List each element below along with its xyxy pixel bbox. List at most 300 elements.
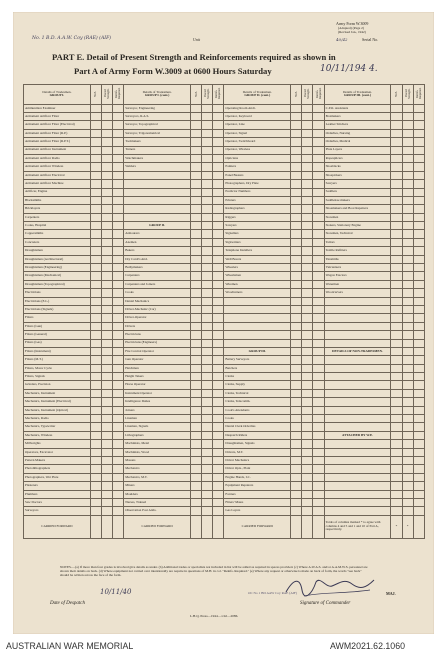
strength-entry-cell[interactable] bbox=[402, 112, 413, 120]
strength-entry-cell[interactable] bbox=[190, 171, 201, 179]
strength-entry-cell[interactable] bbox=[402, 498, 413, 506]
strength-entry-cell[interactable] bbox=[302, 264, 313, 272]
strength-entry-cell[interactable] bbox=[413, 482, 424, 490]
strength-entry-cell[interactable] bbox=[101, 238, 112, 246]
strength-entry-cell[interactable] bbox=[302, 347, 313, 355]
strength-entry-cell[interactable] bbox=[302, 314, 313, 322]
strength-entry-cell[interactable] bbox=[302, 247, 313, 255]
strength-entry-cell[interactable] bbox=[402, 180, 413, 188]
strength-entry-cell[interactable] bbox=[202, 339, 213, 347]
strength-entry-cell[interactable] bbox=[313, 406, 324, 414]
strength-entry-cell[interactable] bbox=[190, 381, 201, 389]
strength-entry-cell[interactable] bbox=[313, 255, 324, 263]
strength-entry-cell[interactable] bbox=[113, 356, 124, 364]
strength-entry-cell[interactable] bbox=[313, 457, 324, 465]
strength-entry-cell[interactable] bbox=[313, 389, 324, 397]
strength-entry-cell[interactable] bbox=[213, 289, 224, 297]
strength-entry-cell[interactable] bbox=[302, 406, 313, 414]
strength-entry-cell[interactable] bbox=[313, 373, 324, 381]
strength-entry-cell[interactable] bbox=[190, 498, 201, 506]
strength-entry-cell[interactable] bbox=[202, 121, 213, 129]
strength-entry-cell[interactable] bbox=[202, 104, 213, 112]
strength-entry-cell[interactable] bbox=[391, 339, 402, 347]
strength-entry-cell[interactable] bbox=[113, 280, 124, 288]
strength-entry-cell[interactable] bbox=[413, 498, 424, 506]
strength-entry-cell[interactable] bbox=[302, 289, 313, 297]
strength-entry-cell[interactable] bbox=[90, 473, 101, 481]
strength-entry-cell[interactable] bbox=[202, 331, 213, 339]
strength-entry-cell[interactable] bbox=[113, 129, 124, 137]
strength-entry-cell[interactable] bbox=[101, 247, 112, 255]
strength-entry-cell[interactable] bbox=[113, 154, 124, 162]
strength-entry-cell[interactable] bbox=[413, 297, 424, 305]
strength-entry-cell[interactable] bbox=[402, 373, 413, 381]
strength-entry-cell[interactable] bbox=[101, 364, 112, 372]
strength-entry-cell[interactable] bbox=[213, 431, 224, 439]
strength-entry-cell[interactable] bbox=[113, 498, 124, 506]
strength-entry-cell[interactable] bbox=[101, 230, 112, 238]
strength-entry-cell[interactable] bbox=[291, 154, 302, 162]
strength-entry-cell[interactable] bbox=[101, 431, 112, 439]
strength-entry-cell[interactable] bbox=[391, 255, 402, 263]
strength-entry-cell[interactable] bbox=[202, 305, 213, 313]
strength-entry-cell[interactable] bbox=[302, 163, 313, 171]
strength-entry-cell[interactable] bbox=[313, 222, 324, 230]
strength-entry-cell[interactable] bbox=[291, 406, 302, 414]
strength-entry-cell[interactable] bbox=[302, 138, 313, 146]
strength-entry-cell[interactable] bbox=[101, 498, 112, 506]
strength-entry-cell[interactable] bbox=[391, 138, 402, 146]
strength-entry-cell[interactable] bbox=[391, 222, 402, 230]
strength-entry-cell[interactable] bbox=[101, 457, 112, 465]
strength-entry-cell[interactable] bbox=[213, 498, 224, 506]
strength-entry-cell[interactable] bbox=[291, 473, 302, 481]
strength-entry-cell[interactable] bbox=[291, 314, 302, 322]
strength-entry-cell[interactable] bbox=[402, 230, 413, 238]
strength-entry-cell[interactable] bbox=[402, 322, 413, 330]
strength-entry-cell[interactable] bbox=[391, 104, 402, 112]
strength-entry-cell[interactable] bbox=[302, 112, 313, 120]
strength-entry-cell[interactable] bbox=[190, 247, 201, 255]
strength-entry-cell[interactable] bbox=[302, 398, 313, 406]
strength-entry-cell[interactable] bbox=[291, 112, 302, 120]
strength-entry-cell[interactable] bbox=[202, 473, 213, 481]
strength-entry-cell[interactable] bbox=[391, 272, 402, 280]
strength-entry-cell[interactable] bbox=[402, 138, 413, 146]
strength-entry-cell[interactable] bbox=[313, 264, 324, 272]
strength-entry-cell[interactable] bbox=[402, 104, 413, 112]
strength-entry-cell[interactable] bbox=[413, 163, 424, 171]
strength-entry-cell[interactable] bbox=[90, 507, 101, 515]
strength-entry-cell[interactable] bbox=[291, 255, 302, 263]
strength-entry-cell[interactable] bbox=[113, 104, 124, 112]
strength-entry-cell[interactable] bbox=[413, 431, 424, 439]
strength-entry-cell[interactable] bbox=[413, 138, 424, 146]
strength-entry-cell[interactable] bbox=[190, 490, 201, 498]
strength-entry-cell[interactable] bbox=[90, 465, 101, 473]
strength-entry-cell[interactable] bbox=[101, 213, 112, 221]
strength-entry-cell[interactable] bbox=[190, 373, 201, 381]
strength-entry-cell[interactable] bbox=[190, 280, 201, 288]
strength-entry-cell[interactable] bbox=[213, 314, 224, 322]
strength-entry-cell[interactable] bbox=[402, 255, 413, 263]
strength-entry-cell[interactable] bbox=[291, 431, 302, 439]
strength-entry-cell[interactable] bbox=[101, 507, 112, 515]
strength-entry-cell[interactable] bbox=[391, 163, 402, 171]
strength-entry-cell[interactable] bbox=[213, 297, 224, 305]
strength-entry-cell[interactable] bbox=[90, 272, 101, 280]
strength-entry-cell[interactable] bbox=[101, 389, 112, 397]
strength-entry-cell[interactable] bbox=[190, 356, 201, 364]
strength-entry-cell[interactable] bbox=[213, 507, 224, 515]
strength-entry-cell[interactable] bbox=[413, 406, 424, 414]
strength-entry-cell[interactable] bbox=[313, 431, 324, 439]
strength-entry-cell[interactable] bbox=[113, 180, 124, 188]
strength-entry-cell[interactable] bbox=[101, 331, 112, 339]
strength-entry-cell[interactable] bbox=[202, 465, 213, 473]
strength-entry-cell[interactable] bbox=[402, 272, 413, 280]
strength-entry-cell[interactable] bbox=[213, 305, 224, 313]
strength-entry-cell[interactable] bbox=[402, 356, 413, 364]
strength-entry-cell[interactable] bbox=[113, 272, 124, 280]
strength-entry-cell[interactable] bbox=[313, 498, 324, 506]
strength-entry-cell[interactable] bbox=[313, 314, 324, 322]
strength-entry-cell[interactable] bbox=[202, 280, 213, 288]
strength-entry-cell[interactable] bbox=[291, 230, 302, 238]
strength-entry-cell[interactable] bbox=[113, 163, 124, 171]
strength-entry-cell[interactable] bbox=[302, 415, 313, 423]
strength-entry-cell[interactable] bbox=[202, 247, 213, 255]
strength-entry-cell[interactable] bbox=[202, 440, 213, 448]
strength-entry-cell[interactable] bbox=[90, 440, 101, 448]
strength-entry-cell[interactable] bbox=[213, 264, 224, 272]
strength-entry-cell[interactable] bbox=[90, 431, 101, 439]
strength-entry-cell[interactable] bbox=[402, 440, 413, 448]
strength-entry-cell[interactable] bbox=[113, 364, 124, 372]
strength-entry-cell[interactable] bbox=[302, 129, 313, 137]
strength-entry-cell[interactable] bbox=[213, 347, 224, 355]
strength-entry-cell[interactable] bbox=[313, 347, 324, 355]
strength-entry-cell[interactable] bbox=[202, 347, 213, 355]
strength-entry-cell[interactable] bbox=[113, 423, 124, 431]
strength-entry-cell[interactable] bbox=[101, 222, 112, 230]
strength-entry-cell[interactable] bbox=[202, 154, 213, 162]
strength-entry-cell[interactable] bbox=[101, 129, 112, 137]
strength-entry-cell[interactable] bbox=[402, 154, 413, 162]
strength-entry-cell[interactable] bbox=[413, 440, 424, 448]
strength-entry-cell[interactable] bbox=[391, 356, 402, 364]
strength-entry-cell[interactable] bbox=[291, 171, 302, 179]
strength-entry-cell[interactable] bbox=[413, 356, 424, 364]
strength-entry-cell[interactable] bbox=[202, 222, 213, 230]
strength-entry-cell[interactable] bbox=[391, 406, 402, 414]
strength-entry-cell[interactable] bbox=[402, 222, 413, 230]
strength-entry-cell[interactable] bbox=[402, 331, 413, 339]
strength-entry-cell[interactable] bbox=[190, 482, 201, 490]
strength-entry-cell[interactable] bbox=[313, 121, 324, 129]
strength-entry-cell[interactable] bbox=[313, 213, 324, 221]
strength-entry-cell[interactable] bbox=[213, 406, 224, 414]
strength-entry-cell[interactable] bbox=[413, 473, 424, 481]
strength-entry-cell[interactable] bbox=[413, 264, 424, 272]
strength-entry-cell[interactable] bbox=[113, 255, 124, 263]
strength-entry-cell[interactable] bbox=[90, 112, 101, 120]
strength-entry-cell[interactable] bbox=[101, 482, 112, 490]
strength-entry-cell[interactable] bbox=[90, 314, 101, 322]
strength-entry-cell[interactable] bbox=[213, 213, 224, 221]
strength-entry-cell[interactable] bbox=[302, 121, 313, 129]
strength-entry-cell[interactable] bbox=[291, 465, 302, 473]
strength-entry-cell[interactable] bbox=[313, 322, 324, 330]
strength-entry-cell[interactable] bbox=[113, 431, 124, 439]
strength-entry-cell[interactable] bbox=[90, 188, 101, 196]
strength-entry-cell[interactable] bbox=[302, 280, 313, 288]
strength-entry-cell[interactable] bbox=[90, 205, 101, 213]
strength-entry-cell[interactable] bbox=[302, 180, 313, 188]
strength-entry-cell[interactable] bbox=[90, 364, 101, 372]
strength-entry-cell[interactable] bbox=[413, 331, 424, 339]
strength-entry-cell[interactable] bbox=[213, 364, 224, 372]
strength-entry-cell[interactable] bbox=[391, 490, 402, 498]
strength-entry-cell[interactable] bbox=[391, 381, 402, 389]
strength-entry-cell[interactable] bbox=[202, 205, 213, 213]
strength-entry-cell[interactable] bbox=[302, 305, 313, 313]
strength-entry-cell[interactable] bbox=[402, 465, 413, 473]
strength-entry-cell[interactable] bbox=[313, 440, 324, 448]
strength-entry-cell[interactable] bbox=[413, 171, 424, 179]
strength-entry-cell[interactable] bbox=[402, 188, 413, 196]
strength-entry-cell[interactable] bbox=[402, 381, 413, 389]
strength-entry-cell[interactable] bbox=[101, 440, 112, 448]
strength-entry-cell[interactable] bbox=[402, 171, 413, 179]
strength-entry-cell[interactable] bbox=[190, 213, 201, 221]
strength-entry-cell[interactable] bbox=[101, 180, 112, 188]
strength-entry-cell[interactable] bbox=[90, 498, 101, 506]
strength-entry-cell[interactable] bbox=[190, 297, 201, 305]
strength-entry-cell[interactable] bbox=[302, 373, 313, 381]
strength-entry-cell[interactable] bbox=[190, 238, 201, 246]
strength-entry-cell[interactable] bbox=[101, 196, 112, 204]
strength-entry-cell[interactable] bbox=[291, 222, 302, 230]
strength-entry-cell[interactable] bbox=[213, 255, 224, 263]
strength-entry-cell[interactable] bbox=[413, 490, 424, 498]
strength-entry-cell[interactable] bbox=[313, 196, 324, 204]
strength-entry-cell[interactable] bbox=[413, 188, 424, 196]
strength-entry-cell[interactable] bbox=[302, 473, 313, 481]
strength-entry-cell[interactable] bbox=[202, 213, 213, 221]
strength-entry-cell[interactable] bbox=[302, 255, 313, 263]
strength-entry-cell[interactable] bbox=[202, 322, 213, 330]
strength-entry-cell[interactable] bbox=[113, 373, 124, 381]
strength-entry-cell[interactable] bbox=[90, 121, 101, 129]
strength-entry-cell[interactable] bbox=[202, 264, 213, 272]
strength-entry-cell[interactable] bbox=[90, 381, 101, 389]
strength-entry-cell[interactable] bbox=[413, 398, 424, 406]
strength-entry-cell[interactable] bbox=[202, 255, 213, 263]
strength-entry-cell[interactable] bbox=[402, 448, 413, 456]
strength-entry-cell[interactable] bbox=[402, 490, 413, 498]
strength-entry-cell[interactable] bbox=[190, 322, 201, 330]
strength-entry-cell[interactable] bbox=[213, 129, 224, 137]
strength-entry-cell[interactable] bbox=[113, 264, 124, 272]
strength-entry-cell[interactable] bbox=[291, 331, 302, 339]
strength-entry-cell[interactable] bbox=[313, 465, 324, 473]
strength-entry-cell[interactable] bbox=[190, 415, 201, 423]
strength-entry-cell[interactable] bbox=[113, 398, 124, 406]
strength-entry-cell[interactable] bbox=[90, 331, 101, 339]
strength-entry-cell[interactable] bbox=[190, 314, 201, 322]
strength-entry-cell[interactable] bbox=[101, 314, 112, 322]
strength-entry-cell[interactable] bbox=[302, 440, 313, 448]
strength-entry-cell[interactable] bbox=[101, 121, 112, 129]
strength-entry-cell[interactable] bbox=[291, 381, 302, 389]
strength-entry-cell[interactable] bbox=[113, 347, 124, 355]
strength-entry-cell[interactable] bbox=[413, 423, 424, 431]
strength-entry-cell[interactable] bbox=[202, 112, 213, 120]
strength-entry-cell[interactable] bbox=[202, 180, 213, 188]
strength-entry-cell[interactable] bbox=[402, 196, 413, 204]
strength-entry-cell[interactable] bbox=[402, 121, 413, 129]
strength-entry-cell[interactable] bbox=[213, 163, 224, 171]
strength-entry-cell[interactable] bbox=[313, 482, 324, 490]
strength-entry-cell[interactable] bbox=[302, 222, 313, 230]
strength-entry-cell[interactable] bbox=[101, 398, 112, 406]
strength-entry-cell[interactable] bbox=[113, 314, 124, 322]
strength-entry-cell[interactable] bbox=[190, 347, 201, 355]
strength-entry-cell[interactable] bbox=[313, 415, 324, 423]
strength-entry-cell[interactable] bbox=[202, 196, 213, 204]
strength-entry-cell[interactable] bbox=[413, 112, 424, 120]
strength-entry-cell[interactable] bbox=[413, 255, 424, 263]
strength-entry-cell[interactable] bbox=[101, 154, 112, 162]
strength-entry-cell[interactable] bbox=[313, 104, 324, 112]
strength-entry-cell[interactable] bbox=[413, 146, 424, 154]
strength-entry-cell[interactable] bbox=[90, 490, 101, 498]
strength-entry-cell[interactable] bbox=[90, 406, 101, 414]
strength-entry-cell[interactable] bbox=[302, 213, 313, 221]
strength-entry-cell[interactable] bbox=[213, 440, 224, 448]
strength-entry-cell[interactable] bbox=[291, 356, 302, 364]
strength-entry-cell[interactable] bbox=[413, 507, 424, 515]
strength-entry-cell[interactable] bbox=[90, 305, 101, 313]
strength-entry-cell[interactable] bbox=[190, 457, 201, 465]
strength-entry-cell[interactable] bbox=[302, 482, 313, 490]
strength-entry-cell[interactable] bbox=[402, 389, 413, 397]
strength-entry-cell[interactable] bbox=[190, 389, 201, 397]
strength-entry-cell[interactable] bbox=[413, 322, 424, 330]
strength-entry-cell[interactable] bbox=[291, 415, 302, 423]
strength-entry-cell[interactable] bbox=[291, 389, 302, 397]
strength-entry-cell[interactable] bbox=[90, 457, 101, 465]
strength-entry-cell[interactable] bbox=[413, 154, 424, 162]
strength-entry-cell[interactable] bbox=[101, 381, 112, 389]
strength-entry-cell[interactable] bbox=[313, 289, 324, 297]
strength-entry-cell[interactable] bbox=[213, 373, 224, 381]
strength-entry-cell[interactable] bbox=[302, 272, 313, 280]
strength-entry-cell[interactable] bbox=[202, 272, 213, 280]
strength-entry-cell[interactable] bbox=[313, 331, 324, 339]
strength-entry-cell[interactable] bbox=[213, 272, 224, 280]
strength-entry-cell[interactable] bbox=[90, 322, 101, 330]
strength-entry-cell[interactable] bbox=[391, 280, 402, 288]
strength-entry-cell[interactable] bbox=[213, 112, 224, 120]
strength-entry-cell[interactable] bbox=[402, 280, 413, 288]
strength-entry-cell[interactable] bbox=[402, 415, 413, 423]
strength-entry-cell[interactable] bbox=[113, 465, 124, 473]
strength-entry-cell[interactable] bbox=[113, 406, 124, 414]
strength-entry-cell[interactable] bbox=[90, 264, 101, 272]
strength-entry-cell[interactable] bbox=[402, 473, 413, 481]
strength-entry-cell[interactable] bbox=[190, 188, 201, 196]
strength-entry-cell[interactable] bbox=[202, 457, 213, 465]
strength-entry-cell[interactable] bbox=[90, 247, 101, 255]
strength-entry-cell[interactable] bbox=[391, 373, 402, 381]
strength-entry-cell[interactable] bbox=[113, 188, 124, 196]
strength-entry-cell[interactable] bbox=[90, 138, 101, 146]
strength-entry-cell[interactable] bbox=[391, 264, 402, 272]
strength-entry-cell[interactable] bbox=[291, 196, 302, 204]
strength-entry-cell[interactable] bbox=[313, 490, 324, 498]
strength-entry-cell[interactable] bbox=[313, 180, 324, 188]
strength-entry-cell[interactable] bbox=[391, 440, 402, 448]
strength-entry-cell[interactable] bbox=[413, 230, 424, 238]
strength-entry-cell[interactable] bbox=[213, 322, 224, 330]
strength-entry-cell[interactable] bbox=[113, 457, 124, 465]
strength-entry-cell[interactable] bbox=[391, 398, 402, 406]
strength-entry-cell[interactable] bbox=[101, 146, 112, 154]
strength-entry-cell[interactable] bbox=[213, 356, 224, 364]
strength-entry-cell[interactable] bbox=[90, 154, 101, 162]
strength-entry-cell[interactable] bbox=[291, 129, 302, 137]
strength-entry-cell[interactable] bbox=[391, 389, 402, 397]
strength-entry-cell[interactable] bbox=[213, 490, 224, 498]
strength-entry-cell[interactable] bbox=[291, 213, 302, 221]
strength-entry-cell[interactable] bbox=[413, 247, 424, 255]
strength-entry-cell[interactable] bbox=[391, 112, 402, 120]
strength-entry-cell[interactable] bbox=[101, 473, 112, 481]
strength-entry-cell[interactable] bbox=[391, 213, 402, 221]
strength-entry-cell[interactable] bbox=[302, 465, 313, 473]
strength-entry-cell[interactable] bbox=[391, 180, 402, 188]
strength-entry-cell[interactable] bbox=[90, 398, 101, 406]
strength-entry-cell[interactable] bbox=[413, 280, 424, 288]
strength-entry-cell[interactable] bbox=[313, 163, 324, 171]
strength-entry-cell[interactable] bbox=[101, 163, 112, 171]
strength-entry-cell[interactable] bbox=[402, 163, 413, 171]
strength-entry-cell[interactable] bbox=[402, 364, 413, 372]
strength-entry-cell[interactable] bbox=[313, 129, 324, 137]
strength-entry-cell[interactable] bbox=[113, 389, 124, 397]
strength-entry-cell[interactable] bbox=[313, 381, 324, 389]
strength-entry-cell[interactable] bbox=[313, 364, 324, 372]
strength-entry-cell[interactable] bbox=[101, 347, 112, 355]
strength-entry-cell[interactable] bbox=[101, 104, 112, 112]
strength-entry-cell[interactable] bbox=[391, 121, 402, 129]
strength-entry-cell[interactable] bbox=[402, 507, 413, 515]
strength-entry-cell[interactable] bbox=[313, 507, 324, 515]
strength-entry-cell[interactable] bbox=[213, 339, 224, 347]
strength-entry-cell[interactable] bbox=[402, 238, 413, 246]
strength-entry-cell[interactable] bbox=[213, 180, 224, 188]
strength-entry-cell[interactable] bbox=[391, 465, 402, 473]
strength-entry-cell[interactable] bbox=[213, 104, 224, 112]
strength-entry-cell[interactable] bbox=[90, 171, 101, 179]
strength-entry-cell[interactable] bbox=[413, 121, 424, 129]
strength-entry-cell[interactable] bbox=[302, 431, 313, 439]
strength-entry-cell[interactable] bbox=[413, 196, 424, 204]
strength-entry-cell[interactable] bbox=[391, 171, 402, 179]
strength-entry-cell[interactable] bbox=[391, 289, 402, 297]
